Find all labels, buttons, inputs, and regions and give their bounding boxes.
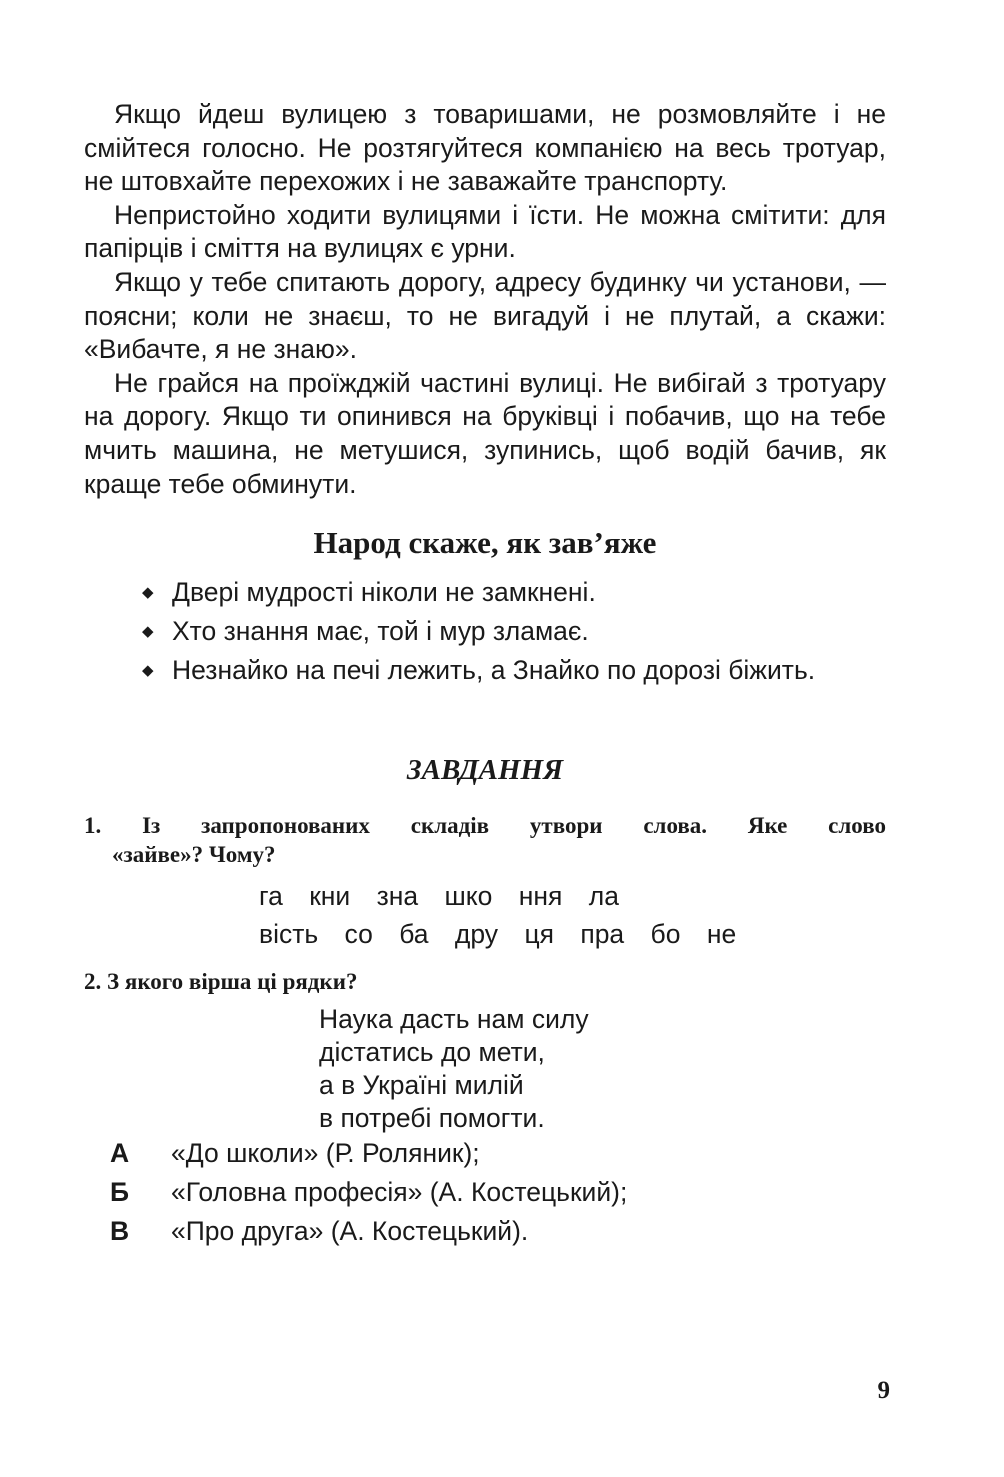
proverb-item [140,612,900,651]
paragraph: Не грайся на проїжджій частині вулиці. Не вибігай з тротуару на дорогу. Якщо ти опинився на бруківці і побачив, що на тебе мчить машина, не метушися, зупинись, щоб водій бачив, як краще тебе обминути. [84,367,886,499]
diamond-bullet-icon: ◆ [142,584,154,601]
syllable: кни [309,881,351,911]
syllables-row-2 [259,915,755,953]
syllable: ла [588,881,619,911]
syllables-row-1 [259,877,755,915]
proverbs-list [140,573,900,690]
syllable: ця [524,919,554,949]
syllable: ння [518,881,563,911]
syllable: ба [399,919,429,949]
body-text [84,98,886,501]
answer-options [110,1134,627,1251]
task-1-question-line-2: «зайве»? Чому? [112,842,276,867]
answer-option-c [110,1212,627,1251]
page-number: 9 [877,1377,890,1404]
answer-option-a [110,1134,627,1173]
syllable: пра [580,919,625,949]
paragraph: Якщо йдеш вулицею з товаришами, не розмовляйте і не смійтеся голосно. Не розтягуйтеся компанією на весь тротуар, не штовхайте перехожих і не заважайте транспорту. [84,99,886,197]
paragraph: Якщо у тебе спитають дорогу, адресу будинку чи установи, — поясни; коли не знаєш, то не вигадуй і не плутай, а скажи: «Вибачте, я не знаю». [84,266,886,365]
tasks-heading: ЗАВДАННЯ [406,754,564,786]
option-letter: Б [110,1177,130,1207]
option-letter: В [110,1216,130,1246]
proverbs-heading: Народ скаже, як зав’яже [313,525,657,560]
proverb-text: Двері мудрості ніколи не замкнені. [172,577,596,607]
option-text: «Головна професія» (А. Костецький); [171,1177,628,1207]
syllable: дру [454,919,499,949]
proverb-item [140,573,900,612]
poem-line: дістатись до мети, [319,1037,545,1067]
proverb-item [140,651,900,690]
paragraph: Непристойно ходити вулицями і їсти. Не можна смітити: для папірців і сміття на вулицях є урни. [84,199,886,264]
option-letter: А [110,1138,130,1168]
syllable: не [706,919,737,949]
task-1-question-line-1: 1. Із запропонованих складів утвори слова. Яке слово [84,813,886,838]
option-text: «До школи» (Р. Роляник); [171,1138,480,1168]
task-2 [84,967,886,996]
poem-line: Наука дасть нам силу [319,1004,589,1034]
syllable: зна [376,881,419,911]
syllables-block [259,877,755,953]
poem-excerpt [319,1003,589,1135]
option-text: «Про друга» (А. Костецький). [171,1216,529,1246]
diamond-bullet-icon: ◆ [142,662,154,679]
poem-line: в потребі помогти. [319,1103,545,1133]
proverb-text: Незнайко на печі лежить, а Знайко по дорозі біжить. [172,655,816,685]
syllable: вість [259,919,319,949]
syllable: га [259,881,283,911]
syllable: со [344,919,373,949]
diamond-bullet-icon: ◆ [142,623,154,640]
proverb-text: Хто знання має, той і мур зламає. [172,616,589,646]
syllable: бо [650,919,681,949]
task-1 [84,811,886,869]
answer-option-b [110,1173,627,1212]
syllable: шко [444,881,493,911]
task-2-question: 2. З якого вірша ці рядки? [84,969,358,994]
poem-line: а в Україні милій [319,1070,524,1100]
